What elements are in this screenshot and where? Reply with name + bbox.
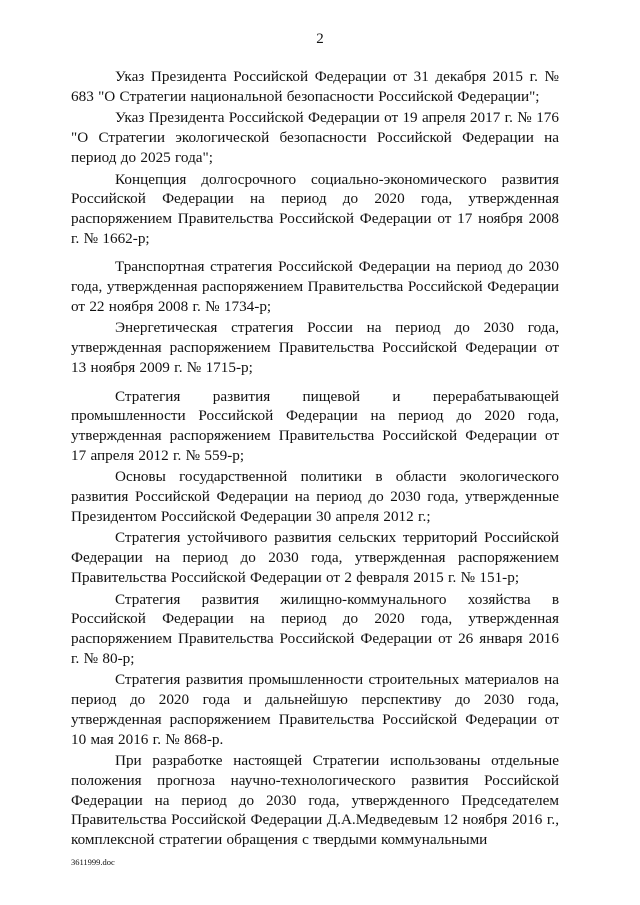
paragraph-ecological-policy: Основы государственной политики в области экологического развития Российской Федерации на период до 2030 года, утвержденные Президентом Российской Федерации 30 апреля 2012 г.; [71, 468, 559, 525]
paragraph-transport-strategy: Транспортная стратегия Российской Федерации на период до 2030 года, утвержденная распоряжением Правительства Российской Федерации от 22 ноября 2008 г. № 1734-р; [71, 258, 559, 315]
paragraph-energy-strategy: Энергетическая стратегия России на период до 2030 года, утвержденная распоряжением Правительства Российской Федерации от 13 ноября 2009 г. № 1715-р; [71, 319, 559, 376]
paragraph-rural-strategy: Стратегия устойчивого развития сельских территорий Российской Федерации на период до 2030 года, утвержденная распоряжением Правительства Российской Федерации от 2 февраля 2015 г. № 151-р; [71, 529, 559, 586]
paragraph-building-materials-strategy: Стратегия развития промышленности строительных материалов на период до 2020 года и дальнейшую перспективу до 2030 года, утвержденная распоряжением Правительства Российской Федерации от 10 мая 2016 г. № 868-р. [71, 671, 559, 748]
page-number: 2 [316, 31, 324, 47]
document-body [71, 67, 559, 852]
paragraph-housing-strategy: Стратегия развития жилищно-коммунального хозяйства в Российской Федерации на период до 2020 года, утвержденная распоряжением Правительства Российской Федерации от 26 января 2016 г. № 80-р; [71, 590, 559, 667]
paragraph-development-basis: При разработке настоящей Стратегии использованы отдельные положения прогноза научно-технологического развития Российской Федерации на период до 2030 года, утвержденного Председателем Правительства Российской Федерации Д.А.Медведевым 12 ноября 2016 г., комплексной стратегии обращения с твердыми коммунальными [71, 752, 559, 849]
paragraph-food-industry-strategy: Стратегия развития пищевой и перерабатывающей промышленности Российской Федерации на период до 2020 года, утвержденная распоряжением Правительства Российской Федерации от 17 апреля 2012 г. № 559-р; [71, 387, 559, 464]
paragraph-decree-683: Указ Президента Российской Федерации от 31 декабря 2015 г. № 683 "О Стратегии национальной безопасности Российской Федерации"; [71, 68, 559, 105]
paragraph-concept-1662: Концепция долгосрочного социально-экономического развития Российской Федерации на период до 2020 года, утвержденная распоряжением Правительства Российской Федерации от 17 ноября 2008 г. № 1662-р; [71, 170, 559, 247]
document-code: 3611999.doc [71, 857, 115, 867]
paragraph-decree-176: Указ Президента Российской Федерации от 19 апреля 2017 г. № 176 "О Стратегии экологической безопасности Российской Федерации на период до 2025 года"; [71, 109, 559, 166]
